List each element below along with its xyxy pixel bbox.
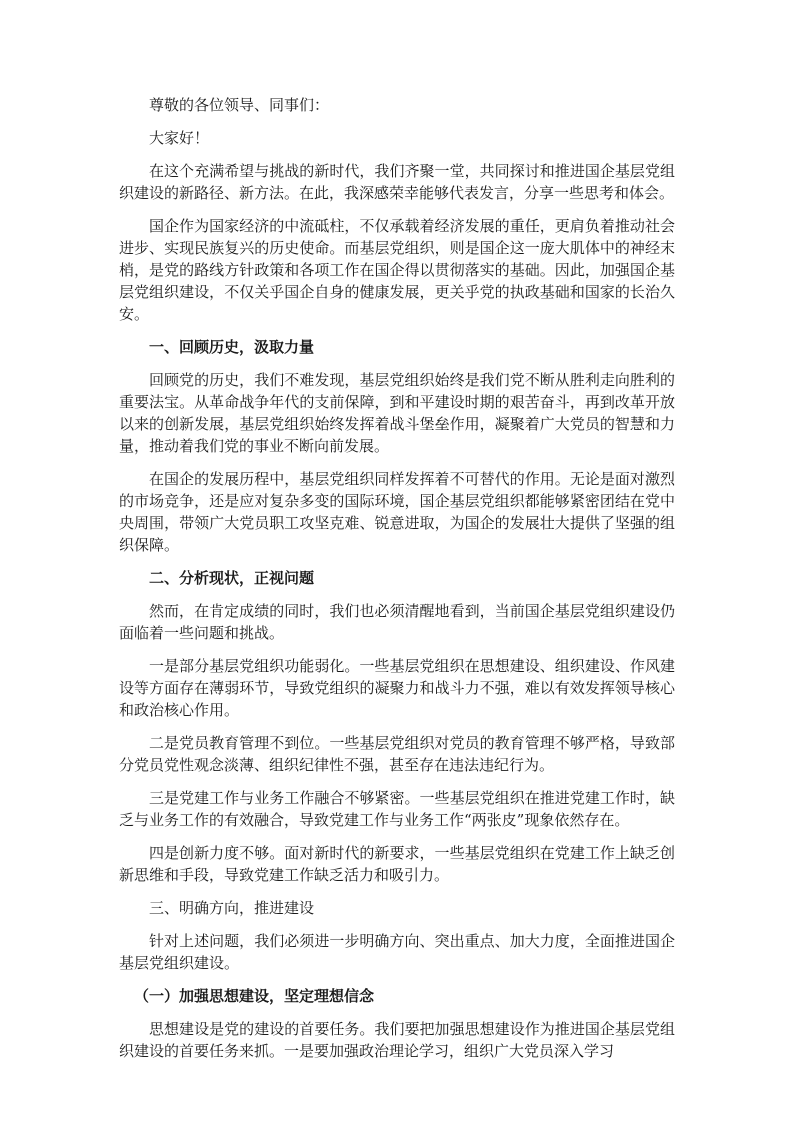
greeting: 大家好！: [149, 129, 210, 147]
status-paragraph-1: 然而，在肯定成绩的同时，我们也必须清醒地看到，当前国企基层党组织建设仍面临着一些问题和挑战。: [119, 602, 675, 642]
status-paragraph-2: 一是部分基层党组织功能弱化。一些基层党组织在思想建设、组织建设、作风建设等方面存在薄弱环节，导致党组织的凝聚力和战斗力不强，难以有效发挥领导核心和政治核心作用。: [119, 657, 675, 719]
ideology-paragraph-1: 思想建设是党的建设的首要任务。我们要把加强思想建设作为推进国企基层党组织建设的首要任务来抓。一是要加强政治理论学习，组织广大党员深入学习: [119, 1020, 675, 1060]
section-heading-direction: 三、明确方向，推进建设: [149, 899, 315, 917]
subsection-heading-ideology: （一）加强思想建设，坚定理想信念: [134, 987, 375, 1005]
background-paragraph: 国企作为国家经济的中流砥柱，不仅承载着经济发展的重任，更肩负着推动社会进步、实现民族复兴的历史使命。而基层党组织，则是国企这一庞大肌体中的神经末梢，是党的路线方针政策和各项工作在国企得以贯彻落实的基础。因此，加强国企基层党组织建设，不仅关乎国企自身的健康发展，更关乎党的执政基础和国家的长治久安。: [119, 217, 675, 323]
history-paragraph-1: 回顾党的历史，我们不难发现，基层党组织始终是我们党不断从胜利走向胜利的重要法宝。从革命战争年代的支前保障，到和平建设时期的艰苦奋斗，再到改革开放以来的创新发展，基层党组织始终发挥着战斗堡垒作用，凝聚着广大党员的智慧和力量，推动着我们党的事业不断向前发展。: [119, 371, 675, 455]
intro-paragraph: 在这个充满希望与挑战的新时代，我们齐聚一堂，共同探讨和推进国企基层党组织建设的新路径、新方法。在此，我深感荣幸能够代表发言，分享一些思考和体会。: [119, 162, 675, 202]
section-heading-history: 一、回顾历史，汲取力量: [149, 338, 315, 356]
history-paragraph-2: 在国企的发展历程中，基层党组织同样发挥着不可替代的作用。无论是面对激烈的市场竞争，还是应对复杂多变的国际环境，国企基层党组织都能够紧密团结在党中央周围，带领广大党员职工攻坚克难、锐意进取，为国企的发展壮大提供了坚强的组织保障。: [119, 470, 675, 554]
direction-paragraph-1: 针对上述问题，我们必须进一步明确方向、突出重点、加大力度，全面推进国企基层党组织建设。: [119, 932, 675, 972]
status-paragraph-4: 三是党建工作与业务工作融合不够紧密。一些基层党组织在推进党建工作时，缺乏与业务工作的有效融合，导致党建工作与业务工作“两张皮”现象依然存在。: [119, 789, 675, 829]
document-page: [119, 94, 675, 1073]
section-heading-status: 二、分析现状，正视问题: [149, 569, 315, 587]
status-paragraph-3: 二是党员教育管理不到位。一些基层党组织对党员的教育管理不够严格，导致部分党员党性观念淡薄、组织纪律性不强，甚至存在违法违纪行为。: [119, 734, 675, 774]
status-paragraph-5: 四是创新力度不够。面对新时代的新要求，一些基层党组织在党建工作上缺乏创新思维和手段，导致党建工作缺乏活力和吸引力。: [119, 844, 675, 884]
salutation: 尊敬的各位领导、同事们：: [149, 96, 330, 114]
